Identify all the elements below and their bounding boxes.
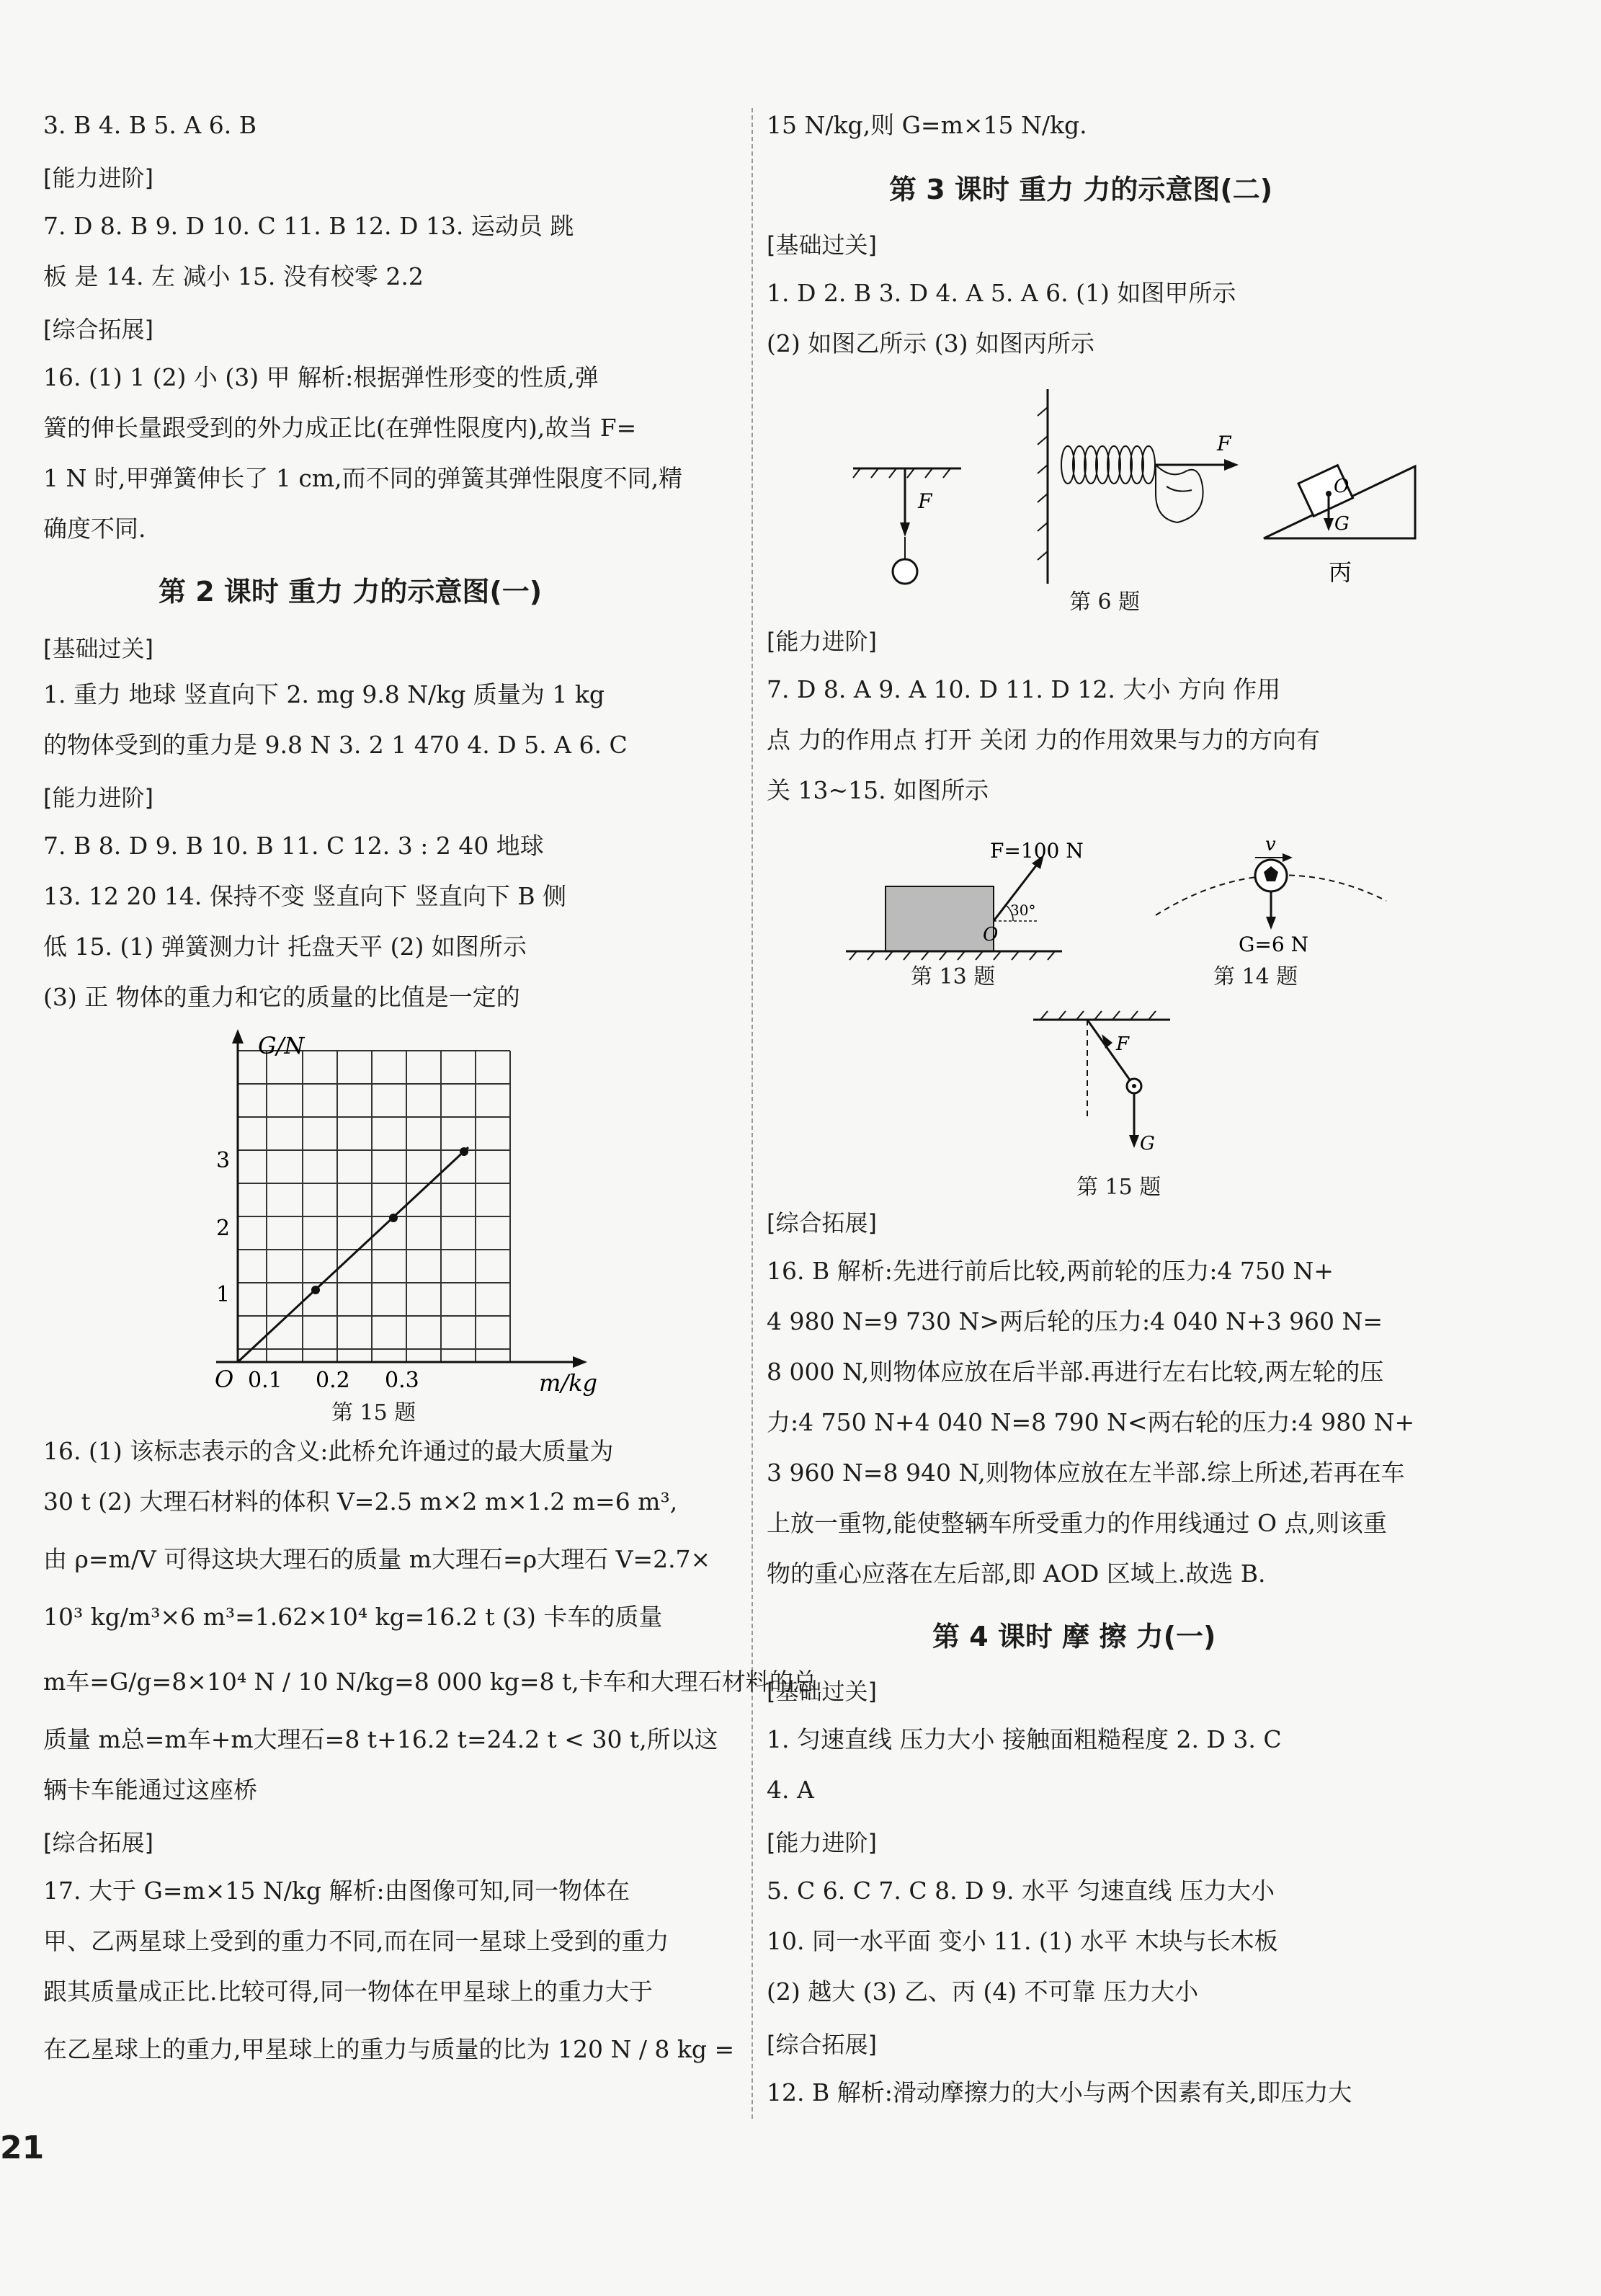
answer-line: 13. 12 20 14. 保持不变 竖直向下 竖直向下 B 侧 [43,882,567,910]
section-label-ability: [能力进阶] [43,164,153,192]
figure-14 [1149,822,1408,966]
answer-line: 16. (1) 该标志表示的含义:此桥允许通过的最大质量为 [43,1437,614,1465]
answer-line: 板 是 14. 左 减小 15. 没有校零 2.2 [43,262,424,290]
answer-line: 12. B 解析:滑动摩擦力的大小与两个因素有关,即压力大 [767,2078,1352,2106]
section-label-comprehensive: [综合拓展] [43,316,153,343]
section-label-ability: [能力进阶] [43,784,153,811]
fig14-g: G=6 N [1239,933,1309,956]
data-point [389,1214,398,1222]
data-point [460,1147,468,1156]
fig15-f: F [1116,1033,1130,1055]
answer-line: 30 t (2) 大理石材料的体积 V=2.5 m×2 m×1.2 m=6 m³, [43,1487,678,1516]
figure-15 [1026,1005,1199,1164]
graph-y-label: G/N [258,1032,305,1059]
answer-line: 1. 匀速直线 压力大小 接触面粗糙程度 2. D 3. C [767,1725,1282,1753]
page-number: 21 [0,2130,45,2166]
answer-line: 物的重心应落在左后部,即 AOD 区域上.故选 B. [767,1559,1266,1588]
answer-line: 1. D 2. B 3. D 4. A 5. A 6. (1) 如图甲所示 [767,279,1236,307]
fig15-g: G [1140,1133,1155,1154]
fig13-o: O [983,924,999,945]
answer-line: 16. B 解析:先进行前后比较,两前轮的压力:4 750 N+ [767,1257,1334,1285]
answer-line: 10³ kg/m³×6 m³=1.62×10⁴ kg=16.2 t (3) 卡车的质量 [43,1603,663,1631]
fig6-label-f2: F [1217,432,1231,455]
section-label-comprehensive: [综合拓展] [767,1209,877,1237]
answer-line: 7. D 8. A 9. A 10. D 11. D 12. 大小 方向 作用 [767,675,1281,703]
answer-line: 7. D 8. B 9. D 10. C 11. B 12. D 13. 运动员 跳 [43,212,574,240]
column-divider [752,108,753,2119]
fig13-angle: 30° [1010,902,1036,919]
x-axis-arrow [573,1356,587,1368]
answer-line: m车=G/g=8×10⁴ N / 10 N/kg=8 000 kg=8 t,卡车和大理石材料的总 [43,1668,817,1696]
y-tick-label: 1 [216,1282,231,1307]
fig13-force: F=100 N [990,839,1084,863]
y-tick-label: 3 [216,1148,231,1173]
answer-line: 跟其质量成正比.比较可得,同一物体在甲星球上的重力大于 [43,1977,653,2006]
answer-line: 由 ρ=m/V 可得这块大理石的质量 m大理石=ρ大理石 V=2.7× [43,1545,711,1573]
answer-line: 甲、乙两星球上受到的重力不同,而在同一星球上受到的重力 [43,1927,669,1955]
x-tick-label: 0.3 [385,1368,419,1393]
answer-line: 17. 大于 G=m×15 N/kg 解析:由图像可知,同一物体在 [43,1877,630,1905]
answer-line: 力:4 750 N+4 040 N=8 790 N<两右轮的压力:4 980 N+ [767,1408,1415,1436]
fig6-label-f: F [918,489,932,513]
answer-line: 簧的伸长量跟受到的外力成正比(在弹性限度内),故当 F= [43,414,637,442]
answer-line: 关 13~15. 如图所示 [767,776,989,804]
answer-line: (2) 如图乙所示 (3) 如图丙所示 [767,329,1094,357]
fig6-label-bing: 丙 [1329,559,1352,586]
section-label-ability: [能力进阶] [767,1829,877,1856]
fig6-label-o: O [1334,476,1350,497]
figure-caption: 第 6 题 [1069,589,1141,615]
section-label-comprehensive: [综合拓展] [767,2031,877,2058]
answer-line: 的物体受到的重力是 9.8 N 3. 2 1 470 4. D 5. A 6. C [43,731,628,759]
g-m-graph [173,1023,620,1398]
graph-grid [238,1051,510,1362]
answer-line: 15 N/kg,则 G=m×15 N/kg. [767,111,1087,139]
graph-origin: O [215,1366,234,1393]
answer-line: (3) 正 物体的重力和它的质量的比值是一定的 [43,983,520,1011]
answer-line: 辆卡车能通过这座桥 [43,1776,257,1804]
answer-line: 16. (1) 1 (2) 小 (3) 甲 解析:根据弹性形变的性质,弹 [43,363,599,391]
figure-caption: 第 15 题 [331,1400,416,1425]
x-tick-label: 0.2 [316,1368,350,1393]
y-axis-arrow [232,1029,244,1044]
answer-line: 4. A [767,1776,814,1804]
figure-6 [839,378,1430,595]
answer-line: 在乙星球上的重力,甲星球上的重力与质量的比为 120 N / 8 kg = [43,2035,735,2063]
section-label-comprehensive: [综合拓展] [43,1829,153,1856]
figure-caption: 第 15 题 [1076,1175,1161,1200]
answer-line: 低 15. (1) 弹簧测力计 托盘天平 (2) 如图所示 [43,933,527,961]
answer-line: 5. C 6. C 7. C 8. D 9. 水平 匀速直线 压力大小 [767,1877,1275,1905]
figure-caption: 第 13 题 [911,964,996,989]
answer-line: 3 960 N=8 940 N,则物体应放在左半部.综上所述,若再在车 [767,1459,1405,1487]
data-line [238,1147,468,1362]
section-label-ability: [能力进阶] [767,628,877,655]
lesson-heading: 第 4 课时 摩 擦 力(一) [932,1621,1216,1652]
section-label-basic: [基础过关] [767,1678,877,1705]
lesson-heading: 第 3 课时 重力 力的示意图(二) [889,174,1273,205]
answer-line: 上放一重物,能使整辆车所受重力的作用线通过 O 点,则该重 [767,1509,1388,1537]
answer-line: 质量 m总=m车+m大理石=8 t+16.2 t=24.2 t < 30 t,所以这 [43,1725,718,1753]
answer-line: 4 980 N=9 730 N>两后轮的压力:4 040 N+3 960 N= [767,1307,1383,1335]
graph-x-label: m/kg [539,1369,597,1397]
data-point [311,1286,320,1294]
fig6-label-g: G [1334,513,1350,535]
lesson-heading: 第 2 课时 重力 力的示意图(一) [159,576,543,608]
answer-line: 1. 重力 地球 竖直向下 2. mg 9.8 N/kg 质量为 1 kg [43,680,605,708]
section-label-basic: [基础过关] [767,231,877,259]
answer-line: 点 力的作用点 打开 关闭 力的作用效果与力的方向有 [767,726,1320,754]
figure-caption: 第 14 题 [1213,964,1298,989]
answer-line: 1 N 时,甲弹簧伸长了 1 cm,而不同的弹簧其弹性限度不同,精 [43,464,683,492]
answer-line: 8 000 N,则物体应放在后半部.再进行左右比较,两左轮的压 [767,1358,1384,1386]
answer-line: 确度不同. [43,515,146,543]
fig14-v: v [1265,834,1276,855]
answer-line: 3. B 4. B 5. A 6. B [43,111,257,139]
answer-line: (2) 越大 (3) 乙、丙 (4) 不可靠 压力大小 [767,1977,1199,2006]
x-tick-label: 0.1 [248,1368,282,1393]
answer-line: 7. B 8. D 9. B 10. B 11. C 12. 3 : 2 40 地球 [43,832,544,860]
answer-line: 10. 同一水平面 变小 11. (1) 水平 木块与长木板 [767,1927,1278,1955]
section-label-basic: [基础过关] [43,635,153,662]
y-tick-label: 2 [216,1216,231,1241]
